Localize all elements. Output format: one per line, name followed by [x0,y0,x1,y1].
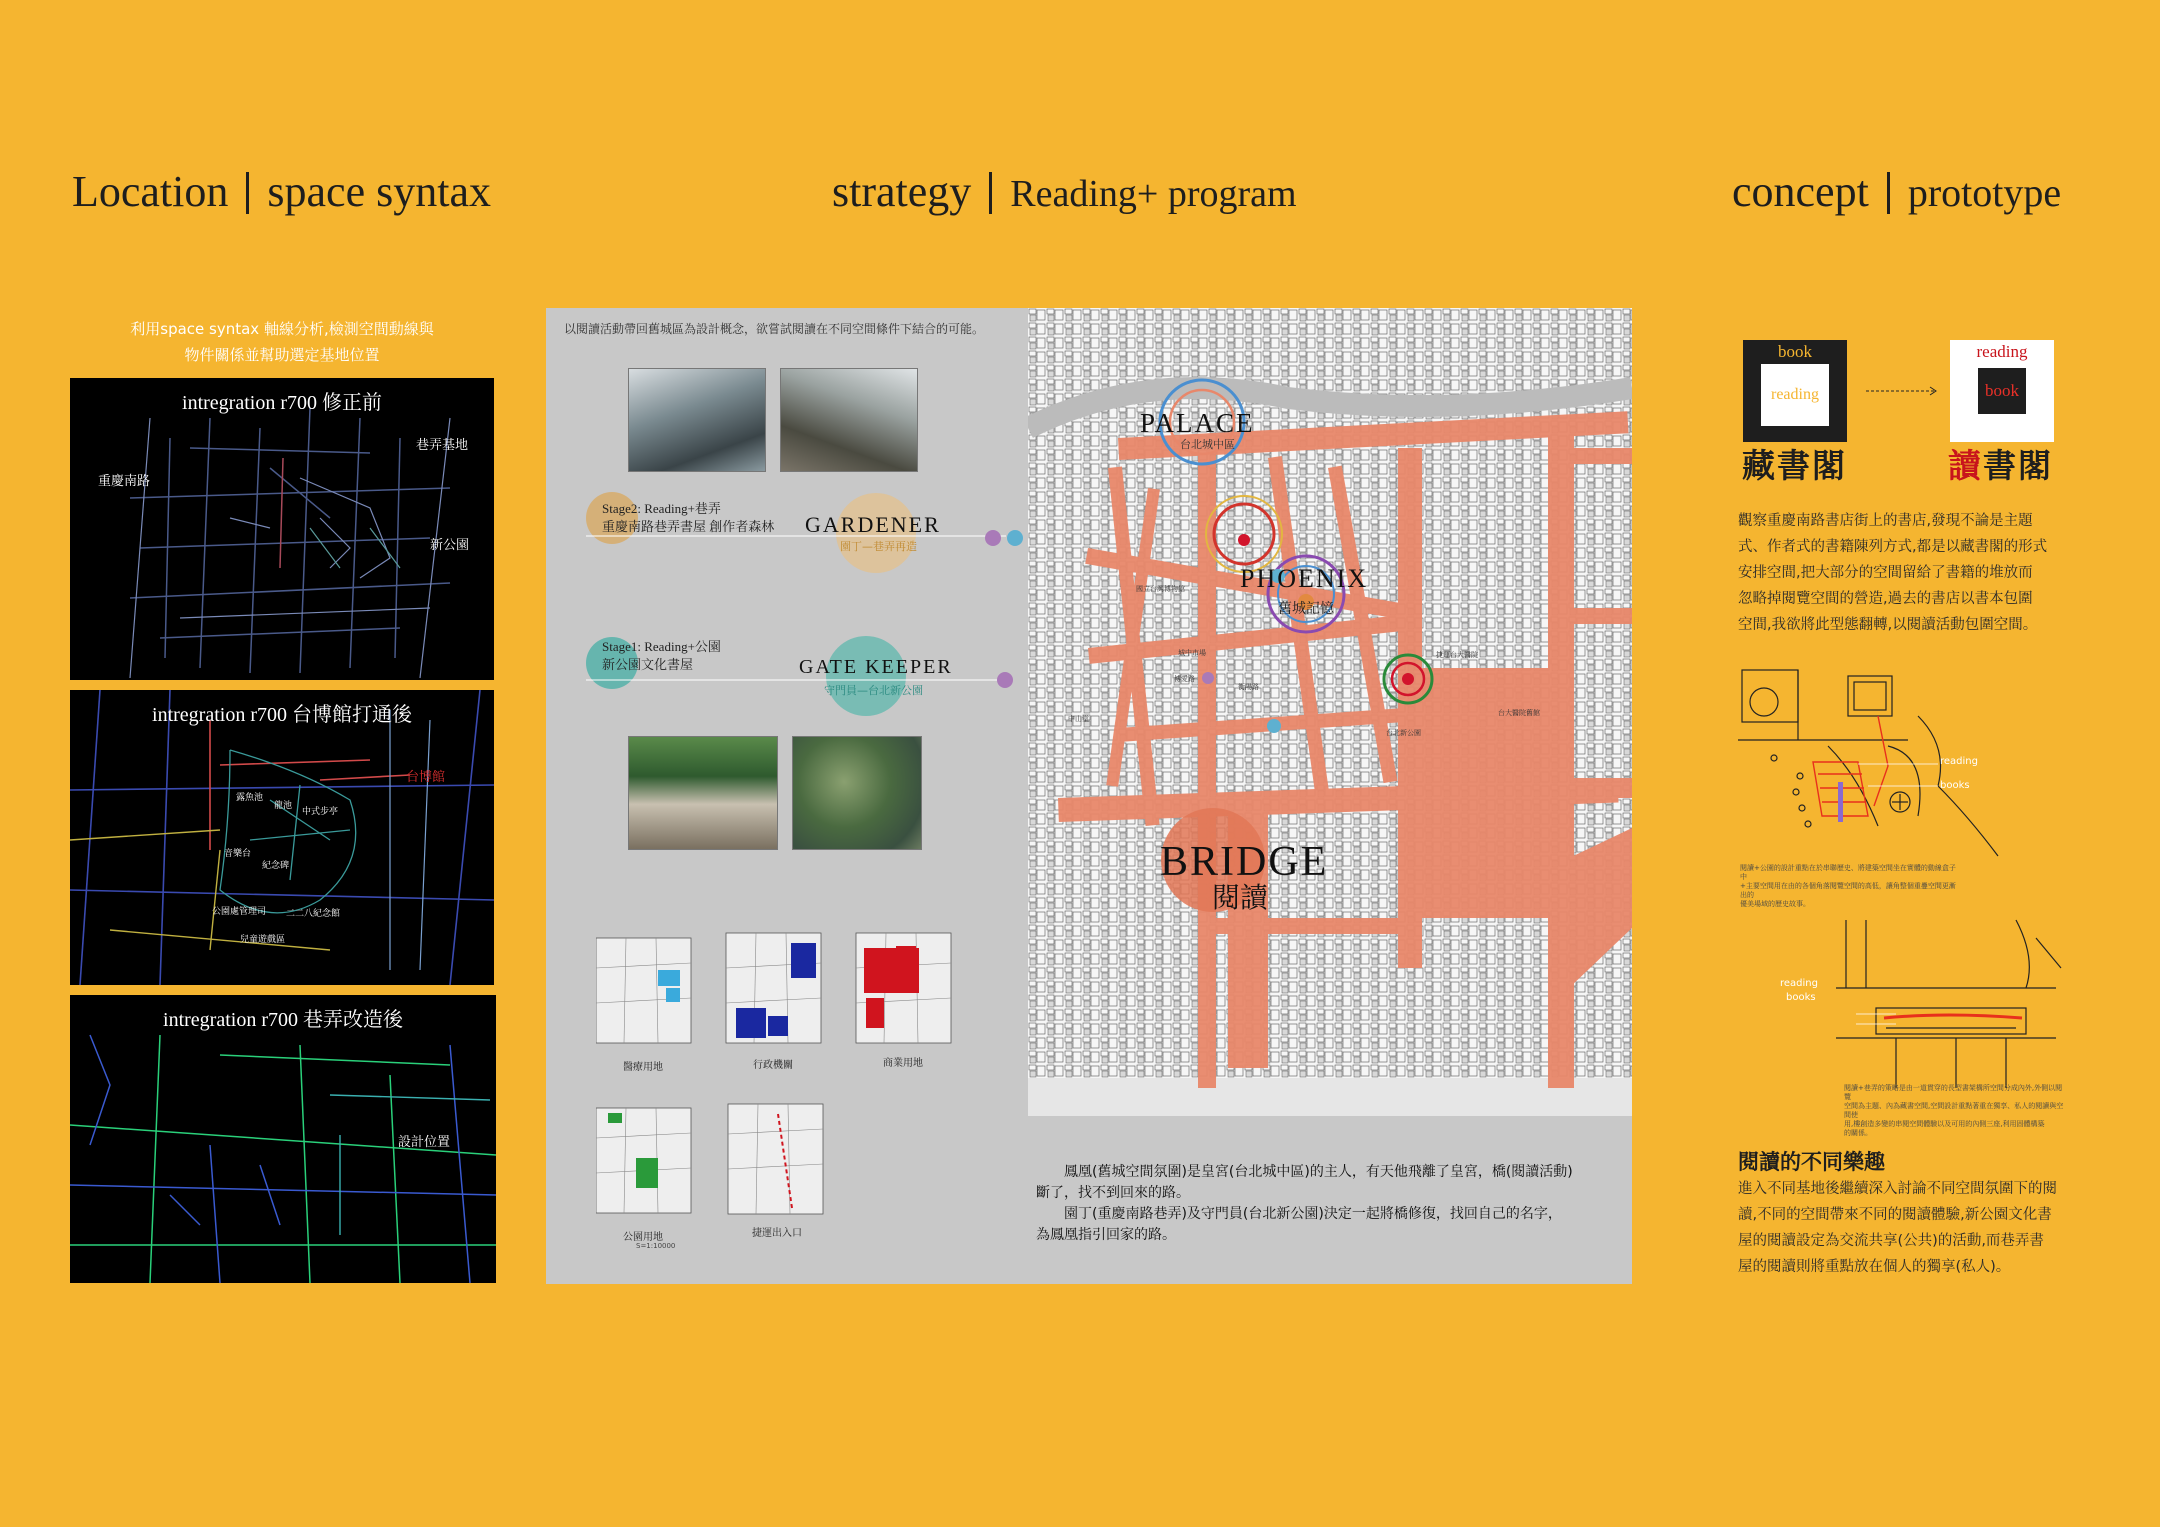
syntax-panel-museum [70,690,494,985]
label-new-park: 新公園 [430,538,470,553]
diagram2-label-books: books [1786,992,1816,1003]
diagram2-note-line1: 閱讀+巷弄的策略是由一道貫穿的長型書架構所空間分成內外,外側以閱覽 [1844,1084,2063,1101]
land-use-minimaps [596,928,996,1258]
heading-location [72,166,491,220]
label-park-office: 公園處管理司 [212,907,267,917]
gardener-title: GARDENER [805,512,941,537]
diagram1-label-books: books [1940,780,1970,791]
divider [989,172,992,214]
map-label-market: 城中市場 [1178,649,1206,657]
label-fish-pond: 露魚池 [236,793,264,803]
map-label-museum: 國立台灣博物館 [1136,585,1185,593]
panel1-title: intregration r700 修正前 [182,392,382,414]
concept-line2: 式、作者式的書籍陳列方式,都是以藏書閣的形式 [1738,539,2048,555]
diagram2-note-line2: 空間為主題、內為藏書空間,空間設計重點著重在獨享、私人的閱讀與空間使 [1844,1102,2064,1119]
diagram2-label-reading: reading [1780,978,1818,989]
label-design-site: 設計位置 [398,1135,451,1150]
diagram1-note-line1: 閱讀+公園的設計重點在於串聯歷史、將建築空間坐在實體的動線盒子中 [1740,864,1956,881]
heading-right-b: prototype [1907,170,2062,215]
icon1-inner-label: reading [1761,364,1829,426]
map-palace-subtitle: 台北城中區 [1180,438,1235,451]
story-line4: 為鳳凰指引回家的路。 [1036,1227,1176,1243]
diagram1-label-reading: reading [1940,756,1978,767]
label-music-stage: 音樂台 [224,849,252,859]
minimap-mrt-exit: 捷運出入口 [752,1228,802,1239]
icon1-top-label: book [1778,342,1812,361]
story-text [1036,1162,1626,1246]
story-line1: 鳳凰(舊城空間氛圍)是皇宮(台北城中區)的主人，有天他飛離了皇宮，橋(閱讀活動) [1064,1164,1573,1180]
map-phoenix-subtitle: 舊城記憶 [1278,601,1334,617]
map-label-boai: 博愛路 [1174,675,1195,683]
diagram2-note [1844,1084,2068,1138]
stage2-line1: Stage2: Reading+巷弄 [602,501,721,516]
diagram2-note-line4: 的關係。 [1844,1129,1872,1137]
city-map [1028,308,1632,1116]
left-intro-line2: 物件關係並幫助選定基地位置 [184,346,380,364]
arrow-icon [1866,384,1942,398]
reading-fun-line1: 進入不同基地後繼續深入討論不同空間氛圍下的閱 [1738,1181,2057,1197]
label-228-memorial: 二二八紀念館 [286,909,341,919]
left-intro [70,316,494,368]
label-reading-pavilion [1948,440,2053,487]
label-playground: 兒童遊戲區 [240,935,286,945]
diagram1-note-line2: +主要空間用在由的各個角落閱覽空間的高低，讓角整個重疊空間更漸出的 [1740,882,1956,899]
divider [246,172,249,214]
diagram1-note-line3: 優美場域的歷史故事。 [1740,900,1810,908]
strategy-intro-text: 以閱讀活動帶回舊城區為設計概念，欲嘗試閱讀在不同空間條件下結合的可能。 [564,322,985,336]
label-book-storage: 藏書閣 [1742,446,1847,485]
panel3-title: intregration r700 巷弄改造後 [163,1009,403,1031]
alley-prototype-diagram [1836,918,2068,1096]
minimap-government: 行政機關 [753,1060,793,1071]
icon2-inner-label: book [1978,368,2026,414]
icon2-top-label: reading [1976,342,2028,361]
map-phoenix-title: PHOENIX [1240,564,1369,593]
diagram1-note [1740,864,1960,909]
label-reading-rest: 書閣 [1983,446,2053,485]
map-label-newpark: 台北新公園 [1386,729,1421,737]
label-monument: 紀念碑 [262,861,290,871]
stage1-text [602,638,721,674]
label-dragon-pond: 龍池 [274,801,293,811]
reading-fun-paragraph [1738,1176,2138,1280]
park-prototype-diagram [1738,666,2028,862]
stage1-line2: 新公園文化書屋 [602,657,694,672]
icon-reading-pavilion [1950,340,2054,442]
axial-map-before [70,378,494,680]
divider [1887,172,1890,214]
heading-strategy [832,166,1297,220]
panel2-title: intregration r700 台博館打通後 [152,704,412,726]
heading-concept [1732,166,2061,220]
diagram2-note-line3: 用,樓創造多變的串閱空間體驗以及可用的內側三座,利用固體構築 [1844,1120,2045,1128]
reading-fun-line4: 屋的閱讀則將重點放在個人的獨享(私人)。 [1738,1259,2011,1275]
gardener-subtitle: 園丁—巷弄再造 [840,540,917,553]
map-label-ntuh: 台大醫院舊館 [1498,709,1540,717]
minimap-park: 公園用地 [623,1232,663,1243]
story-line2: 斷了，找不到回來的路。 [1036,1185,1190,1201]
map-label-zhongshan-hall: 中山堂 [1068,715,1089,723]
concept-line5: 空間,我欲將此型態翻轉,以閱讀活動包圍空間。 [1738,617,2038,633]
map-bridge-title: BRIDGE [1160,839,1329,885]
heading-center-a: strategy [832,167,972,216]
map-label-mrt: 捷運台大醫院 [1436,651,1478,659]
map-label-hengyang: 衡陽路 [1238,683,1259,691]
label-alley-site: 巷弄基地 [416,438,469,453]
label-museum: 台博館 [406,770,446,785]
photo-park-1 [628,736,778,850]
stage2-line2: 重慶南路巷弄書屋 創作者森林 [602,519,775,534]
heading-center-b: Reading+ program [1010,173,1297,215]
syntax-panel-before [70,378,494,680]
label-pavilion: 中式步亭 [302,807,339,817]
photo-park-aerial [792,736,922,850]
story-line3: 園丁(重慶南路巷弄)及守門員(台北新公園)決定一起將橋修復，找回自己的名字， [1064,1206,1562,1222]
heading-left-a: Location [72,167,229,216]
concept-line3: 安排空間,把大部分的空間留給了書籍的堆放而 [1738,565,2033,581]
icon-book-storage [1743,340,1847,442]
minimap-scale: S=1:10000 [636,1242,676,1250]
syntax-panel-after [70,995,496,1283]
label-reading-red: 讀 [1948,446,1983,485]
minimap-commercial: 商業用地 [883,1058,923,1069]
reading-fun-title: 閱讀的不同樂趣 [1738,1150,1885,1174]
concept-line1: 觀察重慶南路書店街上的書店,發現不論是主題 [1738,513,2033,529]
heading-right-a: concept [1732,167,1869,216]
gatekeeper-subtitle: 守門員—台北新公園 [824,684,923,697]
heading-left-b: space syntax [267,167,491,216]
strategy-panel [546,308,1632,1284]
left-intro-line1: 利用space syntax 軸線分析,檢測空間動線與 [130,320,434,338]
city-map-drawing [1028,308,1632,1116]
stage2-text [602,500,774,536]
gatekeeper-title: GATE KEEPER [799,656,953,678]
stage1-line1: Stage1: Reading+公園 [602,639,721,654]
reading-fun-line2: 讀,不同的空間帶來不同的閱讀體驗,新公園文化書 [1738,1207,2052,1223]
concept-line4: 忽略掉閱覽空間的營造,過去的書店以書本包圍 [1738,591,2033,607]
map-palace-title: PALACE [1140,408,1255,438]
reading-fun-line3: 屋的閱讀設定為交流共享(公共)的活動,而巷弄書 [1738,1233,2044,1249]
concept-paragraph [1738,508,2118,638]
minimap-medical: 醫療用地 [623,1062,663,1073]
map-bridge-subtitle: 閱讀 [1212,881,1269,914]
label-chongqing-road: 重慶南路 [98,474,151,489]
